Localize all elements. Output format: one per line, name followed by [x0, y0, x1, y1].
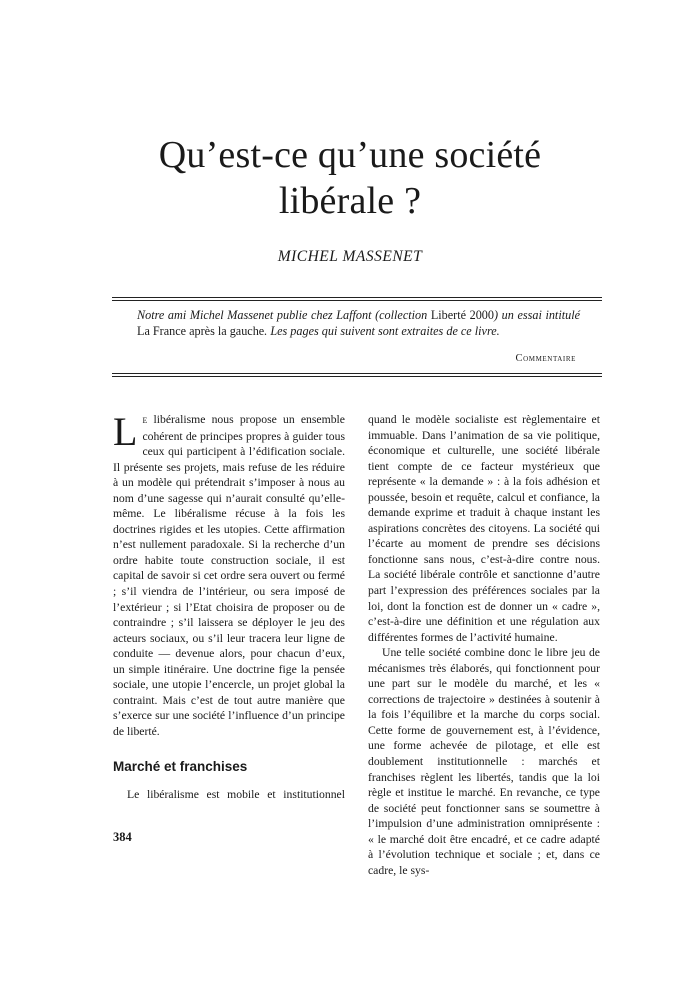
intro-book-title: La France après la gauche: [137, 323, 265, 338]
intro-part-4: . Les pages qui suivent sont extraites de ce livre.: [264, 323, 500, 338]
intro-part-1: Notre ami Michel Massenet publie chez: [137, 308, 337, 322]
author-name: MICHEL MASSENET: [277, 248, 423, 265]
paragraph-1: [113, 409, 345, 739]
title-line-1: Qu’est-ce qu’une société: [158, 134, 542, 176]
right-column: [368, 412, 600, 878]
paragraph-1-text: libéralisme nous propose un ensemble cohérent de principes propres à guider tous ceux qui participent à l’édification sociale. Il présente ses projets, mais refuse de les réduire à un modèle qui prétendrait s’imposer à nous au nom d’une sagesse qui n’aurait consulté qu’elle-même. Le libéralisme récuse à la fois les doctrines rigides et les utopies. Cette affirmation n’est nullement paradoxale. Si la recherche d’un ordre habite toute construction sociale, il est capital de savoir si cet ordre sera ouvert ou fermé ; s’il viendra de l’intérieur, ou sera imposé de l’extérieur ; si l’Etat choisira de proposer ou de contraindre ; s’il laissera se déployer le jeu des acteurs sociaux, ou s’il leur tracera leur ligne de conduite — devenue alors, pour chacun d’eux, un simple itinéraire. Une doctrine fige la pensée sociale, une utopie l’encercle, un projet global la contraint. Mais c’est de tout autre manière que s’exerce sur une société l’influence d’un principe de liberté.: [113, 413, 345, 738]
paragraph-2: Le libéralisme est mobile et institutionnel: [127, 788, 345, 802]
left-column: [113, 409, 345, 803]
title-line-2: libérale ?: [278, 180, 422, 222]
article-title: [0, 132, 700, 224]
top-rule: [112, 297, 602, 298]
paragraph-3: Une telle société combine donc le libre jeu de mécanismes très élaborés, qui fonctionnent pour une part sur le modèle du marché, et les « corrections de trajectoire » destinées à soutenir à la fois l’équilibre et la marche du corps social. Cette forme de gouvernement est, à l’évidence, une forme achevée de pilotage, et elle est doublement institutionnelle : marchés et franchises règlent les libertés, tandis que la loi règle et institue le marché. En revanche, ce type de société peut fonctionner sans se soumettre à l’impulsion d’une administration omniprésente : « le marché doit être encadré, et ce cadre adapté à l’évolution technique et sociale ; et, dans ce cadre, le sys-: [368, 646, 600, 877]
intro-part-3: ) un essai intitulé: [494, 308, 580, 322]
intro-part-2: (collection: [371, 308, 431, 322]
section-heading: Marché et franchises: [113, 759, 248, 775]
editorial-intro: [137, 308, 580, 339]
intro-collection: Liberté 2000: [430, 308, 494, 322]
drop-cap-rest: e: [142, 414, 148, 426]
drop-cap: L: [113, 409, 138, 454]
intro-publisher: Laffont: [336, 308, 372, 322]
page-number: 384: [113, 830, 132, 844]
section-label: Commentaire: [515, 353, 576, 364]
bottom-rule: [112, 373, 602, 374]
paragraph-2-continued: quand le modèle socialiste est règlementaire et immuable. Dans l’animation de sa vie politique, économique et culturelle, une société libérale tient compte de ce facteur mystérieux que représente « la demande » : à la fois adhésion et poussée, besoin et requête, calcul et confiance, la demande exprime et traduit à chaque instant les aspirations concrètes des citoyens. La société qui l’écarte au moment de prendre ses décisions fonctionne sans nous, c’est-à-dire contre nous. La société libérale contrôle et sanctionne d’autre part l’expression des préférences sociales par la loi, dont la fonction est de donner un « cadre », c’est-à-dire une définition et une régulation aux différentes formes de l’activité humaine.: [368, 413, 600, 644]
